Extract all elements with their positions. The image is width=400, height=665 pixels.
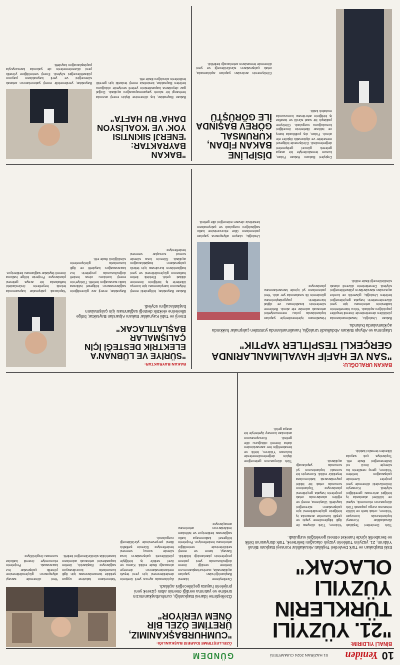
- text-column: Yapılacak çalışmalar kapsamında teknik heyetlerin önümüzdeki haftalarda bir araya gelmesi planlanıyor. Projenin bölge halkına önemli faydalar sağlaması bekleniyor.: [6, 270, 66, 293]
- text-column: Uraloğlu, ulaşım altyapısına yapılan yatırımların ülke ekonomisine katkı sağladığını vurguladı ve çalışmaların kesintisiz devam edeceğini dile getirdi.: [197, 220, 260, 238]
- text-column: Açıklamada ayrıca yerli üretimin desteklenmesi için yeni teşvik mekanizmalarının devreye alınacağı ifade edildi. Kamu ve özel sektör iş birliğiyle yürütülecek çalışmaların kısa sürede sonuç vermesi hedefleniyor. Sürecin şeffaflık ilkesi çerçevesinde yürütüleceği vurgulandı.: [120, 535, 174, 581]
- story-headline: "BAKAN BAYRAKTAR: 'ENERJİ SIKINTISI YOK' VE 'KOALİSYON DAHA' BU HAFTA": [96, 114, 186, 160]
- story-headline: DİSİPLİNE BAKAN FİDAN, KURUMSAL GÖREV BAŞINDA İLE GÖRÜŞTÜ: [196, 112, 272, 160]
- text-column: Özelleştirme İdaresi Başkanlığı'ndan yapılan açıklamada, cumhurbaşkanımızın üretime verdiği önem doğrultusunda yeni yatırım projelerinin planlandığı bildirildi. Sanayi, tarım ve enerji sektörlerinde verimliliğin artırılması hedefleniyor. Projelerin bölgesel kalkınmaya katkı sağlaması bekleniyor ve istihdam imkânlarının artırılması amaçlanıyor.: [178, 521, 232, 581]
- text-column: Bayraktar, yenilenebilir enerji yatırımlarının artarak süreceğini ve yerli kaynakların payının yükseltileceğini söyledi. Enerji verimliliğine yönelik yeni düzenlemelerin de yakında kamuoyuyla paylaşılacağını kaydetti.: [6, 62, 92, 85]
- text-column: Havalimanı işletmecileriyle yapılan toplantılarda yolcu memnuniyetini artıracak adımlar ele alındı. Bekleme sürelerinin kısaltılması ve dijital hizmetlerin yaygınlaştırılması gündemin ilk sıralarında yer aldı. Yeni yatırımların yıl içinde tamamlanması planlanıyor.: [264, 283, 326, 320]
- text-column: Bakan Bayraktar, kış dönemine ilişkin enerji arzında herhangi bir sıkıntı yaşanmayacağını açıkladı. Doğal gaz depolama kapasitesinin yeterli seviyede olduğunu belirten Bayraktar, kesintisiz enerji tedariki için gerekli tedbirlerin alındığını ifade etti.: [96, 76, 186, 99]
- story-kicker: ÖZELLEŞTİRME İDARESİ BAŞKANLIĞI:: [156, 641, 232, 646]
- story-photo: [197, 242, 260, 320]
- text-column: Bakan Uraloğlu, havalimanlarında yürütülen denetimlerde önemli tespitler yapıldığını açıkladı. Yolcu hizmetlerinin kalitesinin artırılması için yeni düzenlemelerin hayata geçirileceğini belirten Uraloğlu, güvenlik ve konfor açısından standartların yükseltileceğini söyledi. Denetimlerin düzenli olarak sürdürüleceği ifade edildi.: [330, 279, 392, 320]
- story-headline: "CUMHURBAŞKANIMIZ, ÜRETİME ÖZEL BİR ÖNEM VERİYOR": [128, 611, 232, 640]
- section-rule: [6, 372, 394, 373]
- issue-date: 01 HAZİRAN 2024 CUMARTESİ: [270, 653, 328, 658]
- page-number: 10: [381, 649, 394, 661]
- story-kicker: BİNALİ YILDIRIM:: [350, 640, 392, 646]
- page-header: [6, 648, 394, 661]
- story-deck: Enerji ve Tabii Kaynaklar Bakanı Alparslan Bayraktar, bölge ülkelerine elektrik desteği sağlanması için çalışmaların başlatılacağını söyledi.: [76, 304, 186, 319]
- text-column: Türk dünyasının geleceğine ilişkin değerlendirmelerde bulunan Yıldırım, birlik ve beraberliğin her zamankinden daha önemli olduğunu dile getirdi. Konuşmasının ardından konsey üyeleriyle bir araya geldi.: [244, 426, 292, 463]
- text-column: Görüşmenin ardından yapılan açıklamada, ortak çalışmaların sürdürüleceği ve yeni dönemde temasların artırılacağı belirtildi.: [196, 61, 272, 75]
- story-headline: "SÜRİYE VE LÜBNAN'A ELEKTRİK DESTEĞİ İÇİN ÇALIŞMALAR BAŞLATILACAK": [84, 324, 186, 361]
- text-column: Dışişleri Bakanı Hakan Fidan, kurum temsilcileriyle bir araya gelerek güncel gelişmeleri değerlendirdi. Görüşmede bölgesel meseleler ve diplomatik ilişkiler ele alındı. Fidan, dış politikada barış ve istikrar ilkelerinin önceliğini koruduğunu vurguladı. Görüşme yaklaşık bir saat sürdü ve taraflar iş birliğinin artırılması konusunda mutabık kaldı.: [276, 109, 332, 159]
- story-kicker: BAKAN URALOĞLU:: [342, 361, 392, 367]
- text-column: Türk Devletleri Teşkilatı Aksakallılar Konseyi toplantısında konuşan Yıldırım, ortak tarih ve kültür mirasına vurgu yaparak Türk dünyasının ekonomik, siyasi ve kültürel alanlarda iş birliğini artırması gerektiğini söyledi. Konseyin önümüzdeki dönemde yeni projeler üzerinde çalışacağını belirten Yıldırım, genç nesillerin bu süreçte öncü rol üstleneceğini ifade etti. Toplantıya çok sayıda ülkeden temsilci katıldı.: [346, 449, 392, 527]
- text-column: Yatırımların takvime uygun şekilde tamamlanması için ilgili kurumlarla koordinasyon sağlanıyor. Başkanlık, üretim kapasitesini artıracak adımların kararlılıkla sürdürüleceğini belirtti.: [62, 554, 116, 581]
- story-deck: Ulaştırma ve Altyapı Bakanı Abdulkadir Uraloğlu, havalimanlarında yürütülen çalışmalar hakkında açıklamalarda bulundu.: [212, 323, 392, 333]
- story-kicker: BAKAN BAYRAKTAR:: [144, 362, 186, 367]
- newspaper-logo: Yeniden: [345, 649, 378, 660]
- story-photo: [6, 89, 92, 159]
- main-deck: Eski Başbakan ve Türk Devletleri Teşkilatı Aksakallılar Konseyi Başkanı Binali Yıldırım, 21. yüzyılın Türklerin yüzyılı olacağını belirterek, Türk dünyasının birlik ve beraberlik içinde hareket etmesi gerektiğini vurguladı.: [245, 535, 392, 550]
- column-rule: [191, 6, 192, 161]
- text-column: Bayraktar, enerji arz güvenliğinin sağlanmasının bölgesel istikrara katkı sunacağını belirtti. Türkiye'nin enerji koridoru olma hedefi doğrultusunda projelerin hız kazanacağını kaydetti ve ilgili kurumlarla görüşmelerin sürdüğünü ifade etti.: [70, 256, 126, 293]
- story-photo: [6, 587, 116, 647]
- section-rule: [6, 164, 394, 165]
- section-label: GÜNDEM: [192, 651, 234, 660]
- text-column: Bakan Bayraktar, bölgedeki enerji ihtiyacının karşılanması için komşu ülkelerle iş birliğinin önemine dikkat çekti. Elektrik iletim hatlarının güçlendirilmesi ve yeni bağlantıların kurulması için teknik çalışmaların başlatılacağını açıkladı. Sürecin kısa sürede somut sonuçlar vermesi hedefleniyor.: [130, 247, 186, 293]
- story-photo: [244, 467, 292, 527]
- story-deck: Özelleştirme İdaresi Başkanlığı, cumhurbaşkanımızın üretime ve yatırıma verdiği önemin altını çizerek yeni projelerin hayata geçirileceğini açıkladı.: [133, 584, 232, 599]
- text-column: Yıldırım, Türk dünyası ile ilgili bilgilendirme yaptı ve çeşitli kurumlar arasında iş birliğinin güçlendirilmesi için çalışmaların süreceğini kaydetti. Ulaştırma, enerji ve eğitim alanlarında ortak projelerin hayata geçirilmesi planlanıyor. Toplantının sonunda ortak bir bildiri yayımlanarak katılımcılara teşekkür edildi. Konseyin bir sonraki toplantısının yıl sonunda yapılacağı açıklandı.: [296, 458, 342, 527]
- column-rule: [237, 372, 238, 647]
- text-column: Yeni dönemde sanayi altyapısının güçlendirilmesine yönelik çalışmalar hız kazanacak. Projelerin ekonomiye önemli katkılar sunması öngörülüyor.: [6, 554, 58, 581]
- story-photo: [336, 9, 392, 159]
- main-headline: "21. YÜZYILI TÜRKLERİN YÜZYILI OLACAK": [272, 555, 392, 641]
- column-rule: [191, 169, 192, 369]
- story-headline: "SAN VE HAFİF HAVALİMANLARINDA GERÇEKLİ TESPİTLER YAPTIK": [211, 339, 392, 361]
- story-photo: [6, 297, 66, 367]
